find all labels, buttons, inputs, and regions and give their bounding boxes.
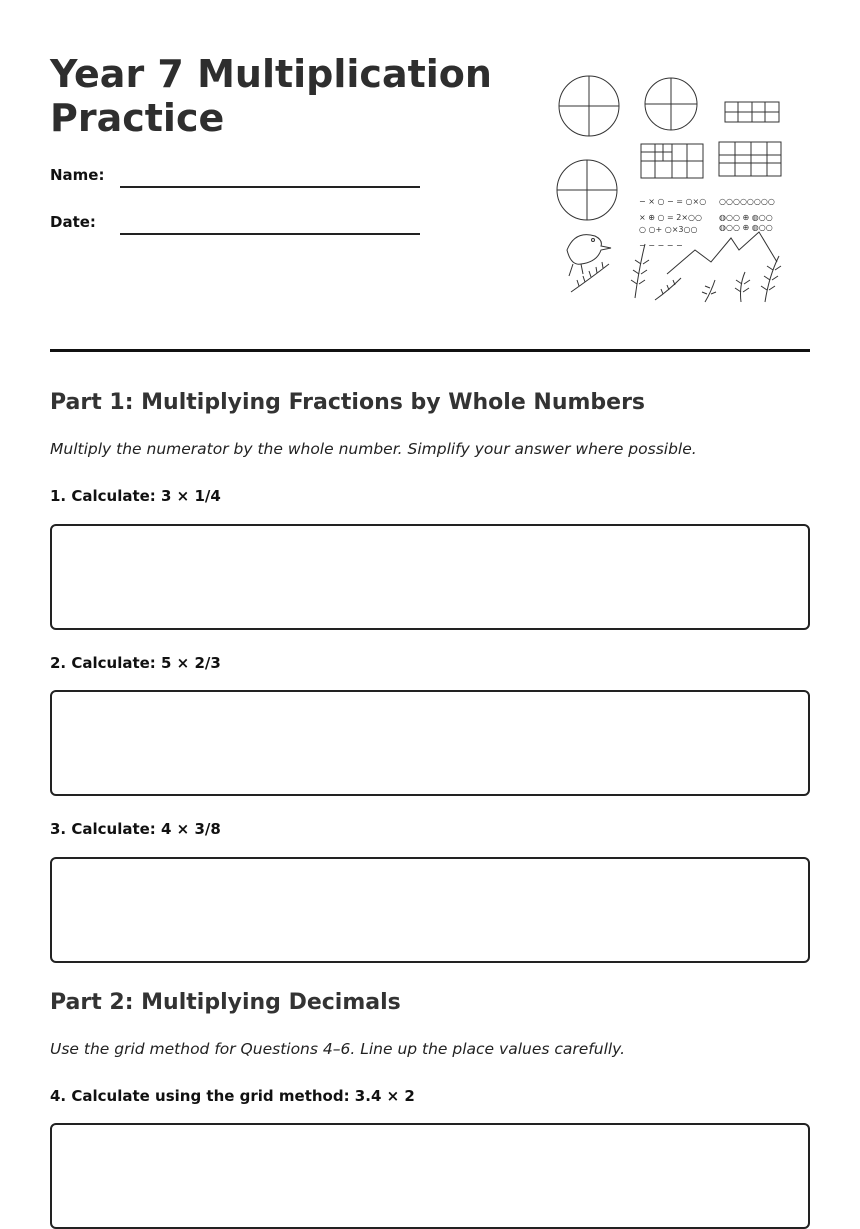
question-1-label: 1. Calculate: 3 × 1/4	[50, 487, 221, 505]
header-illustration	[555, 70, 795, 310]
part2-title: Part 2: Multiplying Decimals	[50, 990, 401, 1015]
symbols-row-3: ○ ○+ ○×3○○	[639, 225, 698, 234]
name-line[interactable]	[120, 186, 420, 188]
answer-box-4[interactable]	[50, 1123, 810, 1229]
dots-row-2: ◍○○ ⊕ ◍○○	[719, 213, 773, 222]
page-title: Year 7 Multiplication Practice	[50, 52, 492, 140]
answer-box-3[interactable]	[50, 857, 810, 963]
fern-icon	[571, 244, 781, 302]
answer-box-1[interactable]	[50, 524, 810, 630]
dots-row-1: ○○○○○○○○	[719, 197, 775, 206]
date-line[interactable]	[120, 233, 420, 235]
fraction-bar-icon	[719, 142, 781, 176]
question-3-label: 3. Calculate: 4 × 3/8	[50, 820, 221, 838]
dots-row-3: ◍○○ ⊕ ◍○○	[719, 223, 773, 232]
question-4-label: 4. Calculate using the grid method: 3.4 × 2	[50, 1087, 415, 1105]
part2-instruction: Use the grid method for Questions 4–6. Line up the place values carefully.	[50, 1040, 626, 1058]
dashes-row: − − − − −	[639, 241, 683, 250]
section-divider	[50, 349, 810, 352]
symbols-row-1: − × ○ − = ○×○	[639, 197, 707, 206]
fraction-circle-icon	[645, 78, 697, 130]
fraction-bar-icon	[725, 102, 779, 122]
fraction-circle-icon	[559, 76, 619, 136]
part1-title: Part 1: Multiplying Fractions by Whole Numbers	[50, 390, 646, 415]
answer-box-2[interactable]	[50, 690, 810, 796]
mountains-icon	[667, 232, 777, 274]
fraction-bar-icon	[641, 144, 703, 178]
part1-instruction: Multiply the numerator by the whole number. Simplify your answer where possible.	[50, 440, 697, 458]
bird-icon	[567, 235, 611, 276]
symbols-row-2: × ⊕ ○ = 2×○○	[639, 213, 703, 222]
date-label: Date:	[50, 213, 96, 231]
question-2-label: 2. Calculate: 5 × 2/3	[50, 654, 221, 672]
fraction-circle-icon	[557, 160, 617, 220]
name-label: Name:	[50, 166, 105, 184]
